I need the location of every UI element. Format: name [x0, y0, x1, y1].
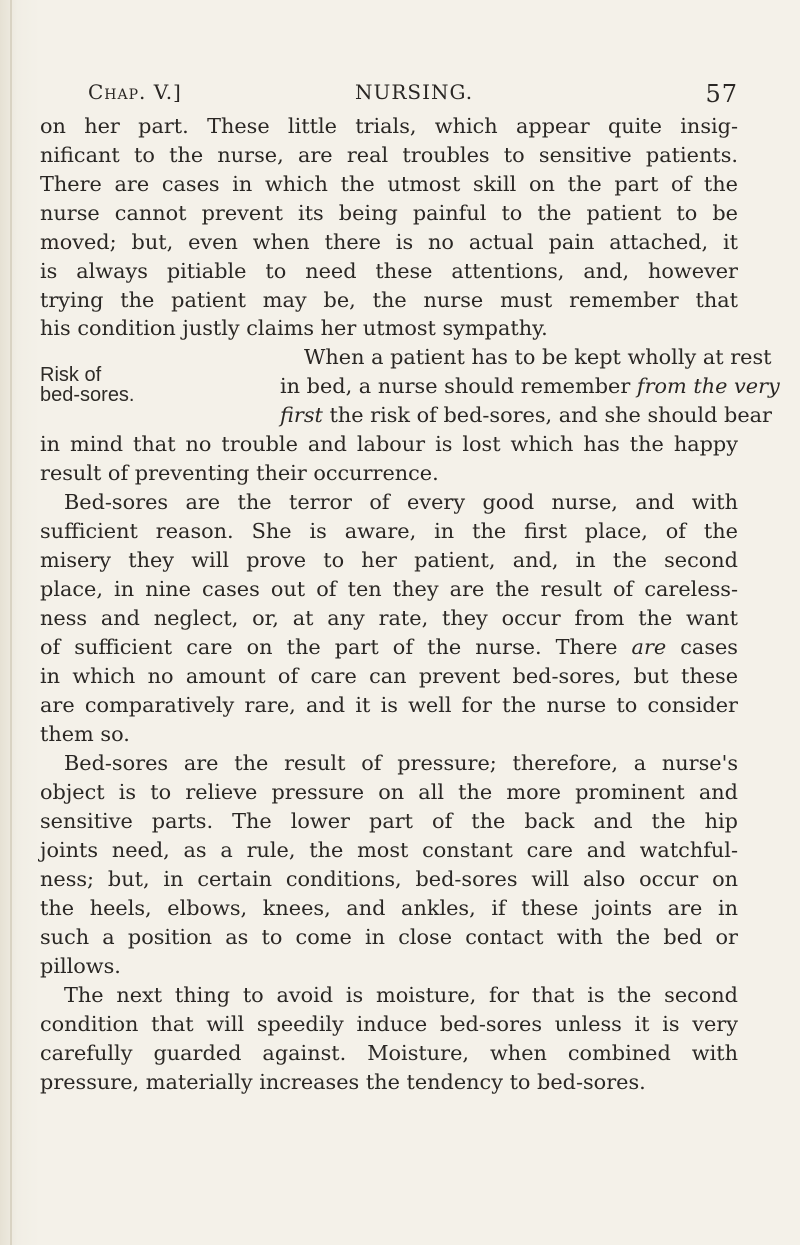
margin-note — [40, 365, 135, 405]
text-line: pressure, materially increases the tendency to bed-sores. — [40, 1070, 646, 1094]
text-line: ness and neglect, or, at any rate, they occur from the want — [40, 606, 738, 630]
text-line: nurse cannot prevent its being painful to the patient to be — [40, 201, 738, 225]
page-number: 57 — [705, 80, 738, 108]
text-line: carefully guarded against. Moisture, when combined with — [40, 1041, 738, 1065]
text-line: his condition justly claims her utmost sympathy. — [40, 316, 548, 340]
text-line: are comparatively rare, and it is well for the nurse to consider — [40, 693, 738, 717]
text-line: misery they will prove to her patient, and, in the second — [40, 548, 738, 572]
chapter-reference: Chap. V.] — [88, 80, 182, 104]
running-title: NURSING. — [355, 80, 474, 104]
text-line: on her part. These little trials, which appear quite insig- — [40, 114, 738, 138]
text-line: joints need, as a rule, the most constant care and watchful- — [40, 838, 738, 862]
text-line: in mind that no trouble and labour is lost which has the happy — [40, 432, 738, 456]
text-line: condition that will speedily induce bed-sores unless it is very — [40, 1012, 738, 1036]
text-line — [280, 401, 772, 430]
text-line: them so. — [40, 722, 130, 746]
text-line: the heels, elbows, knees, and ankles, if these joints are in — [40, 896, 738, 920]
text-line: in which no amount of care can prevent bed-sores, but these — [40, 664, 738, 688]
text-line: sufficient reason. She is aware, in the first place, of the — [40, 519, 738, 543]
text-line: such a position as to come in close contact with the bed or — [40, 925, 738, 949]
text-line: ness; but, in certain conditions, bed-sores will also occur on — [40, 867, 738, 891]
text-line: The next thing to avoid is moisture, for that is the second — [64, 983, 738, 1007]
emphasis-text: are — [631, 635, 667, 659]
text-line: place, in nine cases out of ten they are the result of careless- — [40, 577, 738, 601]
text-segment: cases — [680, 635, 738, 659]
text-line: result of preventing their occurrence. — [40, 461, 439, 485]
text-line: is always pitiable to need these attentions, and, however — [40, 259, 738, 283]
text-line: sensitive parts. The lower part of the back and the hip — [40, 809, 738, 833]
text-line: When a patient has to be kept wholly at rest — [304, 345, 772, 369]
text-segment: in bed, a nurse should remember — [280, 374, 631, 398]
text-line — [40, 633, 738, 662]
text-line: trying the patient may be, the nurse must remember that — [40, 288, 738, 312]
text-line: Bed-sores are the terror of every good nurse, and with — [64, 490, 738, 514]
text-line: There are cases in which the utmost skill on the part of the — [40, 172, 738, 196]
margin-note-line: bed-sores. — [40, 384, 135, 406]
text-line: nificant to the nurse, are real troubles to sensitive patients. — [40, 143, 738, 167]
emphasis-text: first — [280, 403, 323, 427]
text-line — [280, 372, 780, 401]
margin-note-line: Risk of — [40, 364, 102, 386]
text-line: moved; but, even when there is no actual pain attached, it — [40, 230, 738, 254]
running-header — [88, 80, 738, 110]
text-line: object is to relieve pressure on all the more prominent and — [40, 780, 738, 804]
text-line: pillows. — [40, 954, 121, 978]
text-segment: of sufficient care on the part of the nurse. There — [40, 635, 618, 659]
text-segment: the risk of bed-sores, and she should bear — [329, 403, 772, 427]
page-gutter — [10, 0, 12, 1245]
emphasis-text: from the very — [636, 374, 780, 398]
text-line: Bed-sores are the result of pressure; therefore, a nurse's — [64, 751, 738, 775]
